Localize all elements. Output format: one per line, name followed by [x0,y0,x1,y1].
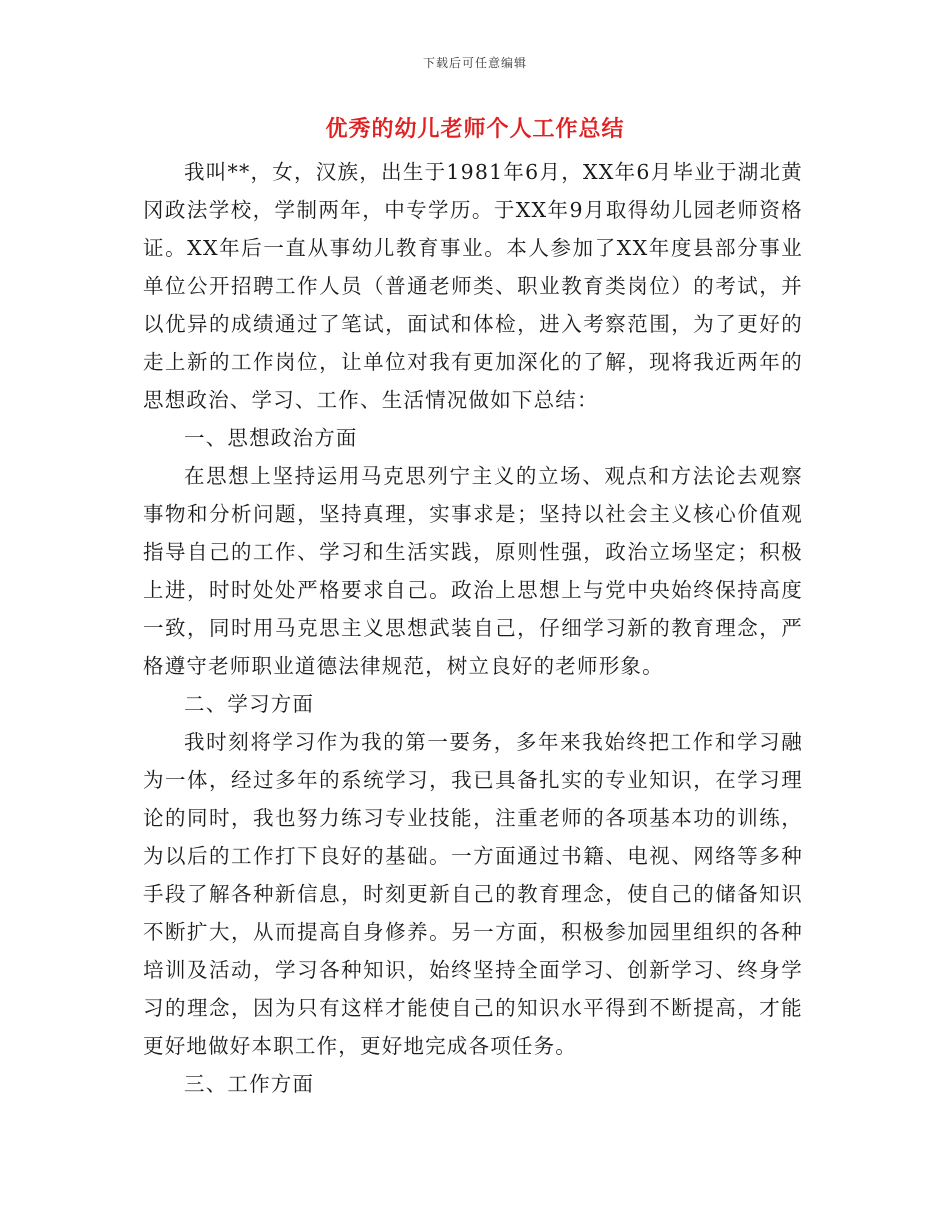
section-heading-study: 二、学习方面 [184,692,315,716]
document-title: 优秀的幼儿老师个人工作总结 [325,117,625,142]
paragraph-intro: 我叫**，女，汉族，出生于1981年6月，XX年6月毕业于湖北黄冈政法学校，学制两年，中专学历。于XX年9月取得幼儿园老师资格证。XX年后一直从事幼儿教育事业。本人参加了XX年度县部分事业单位公开招聘工作人员（普通老师类、职业教育类岗位）的考试，并以优异的成绩通过了笔试，面试和体检，进入考察范围，为了更好的走上新的工作岗位，让单位对我有更加深化的了解，现将我近两年的思想政治、学习、工作、生活情况做如下总结： [143,160,803,412]
document-body [143,153,803,1103]
header-note: 下载后可任意编辑 [422,56,527,70]
section-heading-politics: 一、思想政治方面 [184,426,358,450]
paragraph-politics: 在思想上坚持运用马克思列宁主义的立场、观点和方法论去观察事物和分析问题，坚持真理，实事求是；坚持以社会主义核心价值观指导自己的工作、学习和生活实践，原则性强，政治立场坚定；积极上进，时时处处严格要求自己。政治上思想上与党中央始终保持高度一致，同时用马克思主义思想武装自己，仔细学习新的教育理念，严格遵守老师职业道德法律规范，树立良好的老师形象。 [143,464,803,678]
section-heading-work: 三、工作方面 [184,1072,315,1096]
paragraph-study: 我时刻将学习作为我的第一要务，多年来我始终把工作和学习融为一体，经过多年的系统学习，我已具备扎实的专业知识，在学习理论的同时，我也努力练习专业技能，注重老师的各项基本功的训练，为以后的工作打下良好的基础。一方面通过书籍、电视、网络等多种手段了解各种新信息，时刻更新自己的教育理念，使自己的储备知识不断扩大，从而提高自身修养。另一方面，积极参加园里组织的各种培训及活动，学习各种知识，始终坚持全面学习、创新学习、终身学习的理念，因为只有这样才能使自己的知识水平得到不断提高，才能更好地做好本职工作，更好地完成各项任务。 [143,730,803,1058]
